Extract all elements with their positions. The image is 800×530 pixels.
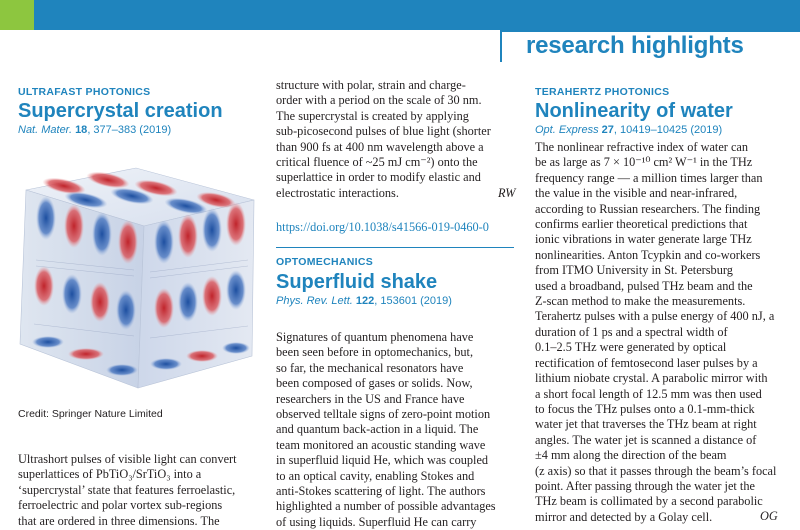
article-divider [276, 247, 514, 248]
text-line: be as large as 7 × 10⁻¹⁰ cm² W⁻¹ in the THz [535, 155, 753, 170]
middle-citation-pages: , 153601 (2019) [374, 295, 452, 307]
text-line: duration of 1 ps and a spectral width of [535, 324, 728, 339]
doi-link[interactable]: https://doi.org/10.1038/s41566-019-0460-0 [276, 220, 489, 234]
right-kicker: TERAHERTZ PHOTONICS [535, 86, 670, 98]
text-line: electrostatic interactions. [276, 185, 399, 200]
text-line: THz beam is collimated by a second parabolic [535, 494, 763, 509]
text-line: from ITMO University in St. Petersburg [535, 263, 733, 278]
text-line: so far, the mechanical resonators have [276, 360, 464, 375]
figure-credit: Credit: Springer Nature Limited [18, 408, 163, 420]
right-citation[interactable] [535, 124, 722, 136]
text-line: angles. The water jet is scanned a distance of [535, 432, 757, 447]
text-line: frequency range — a million times larger than [535, 170, 763, 185]
middle-citation[interactable] [276, 295, 452, 307]
text-line: to an optical cavity, enabling Stokes and [276, 468, 475, 483]
text-line: team monitored an acoustic standing wave [276, 437, 486, 452]
text-line: researchers in the US and France have [276, 391, 465, 406]
middle-citation-journal: Phys. Rev. Lett. [276, 295, 353, 307]
text-line: anti-Stokes scattering of light. The authors [276, 484, 486, 499]
left-body [18, 452, 237, 529]
header-bar [0, 0, 800, 30]
right-citation-volume: 27 [601, 124, 614, 136]
text-line: (z axis) so that it passes through the beam’s focal [535, 463, 777, 478]
text-line: ionic vibrations in water generate large THz [535, 232, 752, 247]
text-line: Signatures of quantum phenomena have [276, 330, 474, 344]
left-headline: Supercrystal creation [18, 100, 223, 122]
text-line: a short focal length of 12.5 mm was then used [535, 386, 762, 401]
text-line: used a broadband, pulsed THz beam and the [535, 278, 753, 293]
text-line: 0.1–2.5 THz were generated by optical [535, 340, 727, 355]
header-accent [0, 0, 34, 30]
text-line: superlattices of PbTiO₃/SrTiO₃ into a [18, 467, 202, 482]
right-signature: OG [760, 509, 778, 523]
text-line: ‘supercrystal’ state that features ferroelastic, [18, 482, 236, 497]
text-line: of using liquids. Superfluid He can carry [276, 514, 477, 529]
text-line: point. After passing through the water jet the [535, 478, 755, 493]
text-line: nonlinearities. Anton Tcypkin and co-workers [535, 247, 761, 262]
text-line: The nonlinear refractive index of water can [535, 140, 749, 154]
text-line: been seen before in optomechanics, but, [276, 345, 474, 360]
text-line: Z-scan method to make the measurements. [535, 294, 746, 309]
middle-kicker: OPTOMECHANICS [276, 256, 374, 268]
text-line: been composed of gases or solids. Now, [276, 376, 473, 391]
text-line: that are ordered in three dimensions. The [18, 513, 220, 528]
text-line: Ultrashort pulses of visible light can convert [18, 452, 237, 466]
right-headline: Nonlinearity of water [535, 100, 733, 122]
text-line: observed telltale signs of zero-point motion [276, 407, 491, 422]
text-line: The supercrystal is created by applying [276, 108, 469, 123]
text-line: water jet that traverses the THz beam at right [535, 417, 757, 432]
text-line: in superfluid liquid He, which was coupled [276, 453, 489, 468]
text-line: the value in the visible and near-infrared, [535, 186, 738, 201]
supercrystal-figure [16, 160, 256, 390]
text-line: lithium niobate crystal. A parabolic mirror with [535, 371, 768, 386]
text-line: and quantum back-action in a liquid. The [276, 422, 479, 437]
text-line: structure with polar, strain and charge- [276, 78, 466, 92]
left-citation-journal: Nat. Mater. [18, 124, 72, 136]
middle-signature: RW [498, 186, 516, 200]
text-line: ±4 mm along the direction of the beam [535, 448, 727, 463]
text-line: superlattice in order to modify elastic and [276, 170, 481, 185]
left-citation-volume: 18 [75, 124, 88, 136]
middle-headline: Superfluid shake [276, 271, 438, 293]
left-citation[interactable] [18, 124, 171, 136]
text-line: ferroelectric and polar vortex sub-regions [18, 498, 223, 513]
text-line: order with a period on the scale of 30 nm. [276, 93, 482, 108]
middle-body [276, 330, 496, 530]
text-line: Terahertz pulses with a pulse energy of 400 nJ, a [535, 309, 775, 324]
right-citation-journal: Opt. Express [535, 124, 599, 136]
text-line: to focus the THz pulses onto a 0.1-mm-thick [535, 401, 755, 416]
text-line: than 900 fs at 400 nm wavelength above a [276, 139, 484, 154]
text-line: sub-picosecond pulses of blue light (shorter [276, 124, 491, 139]
text-line: critical fluence of ~25 mJ cm⁻²) onto the [276, 155, 478, 170]
section-title: research highlights [526, 32, 744, 59]
text-line: highlighted a number of possible advantages [276, 499, 496, 514]
text-line: mirror and detected by a Golay cell. [535, 509, 713, 524]
text-line: according to Russian researchers. The finding [535, 201, 761, 216]
section-title-box [500, 30, 800, 62]
left-kicker: ULTRAFAST PHOTONICS [18, 86, 151, 98]
right-citation-pages: , 10419–10425 (2019) [613, 124, 723, 136]
left-citation-pages: , 377–383 (2019) [87, 124, 172, 136]
middle-citation-volume: 122 [355, 295, 375, 307]
text-line: rectification of femtosecond laser pulses by a [535, 355, 758, 370]
text-line: confirms earlier theoretical predictions that [535, 217, 748, 232]
right-body [535, 140, 776, 525]
middle-top-body [276, 78, 491, 201]
